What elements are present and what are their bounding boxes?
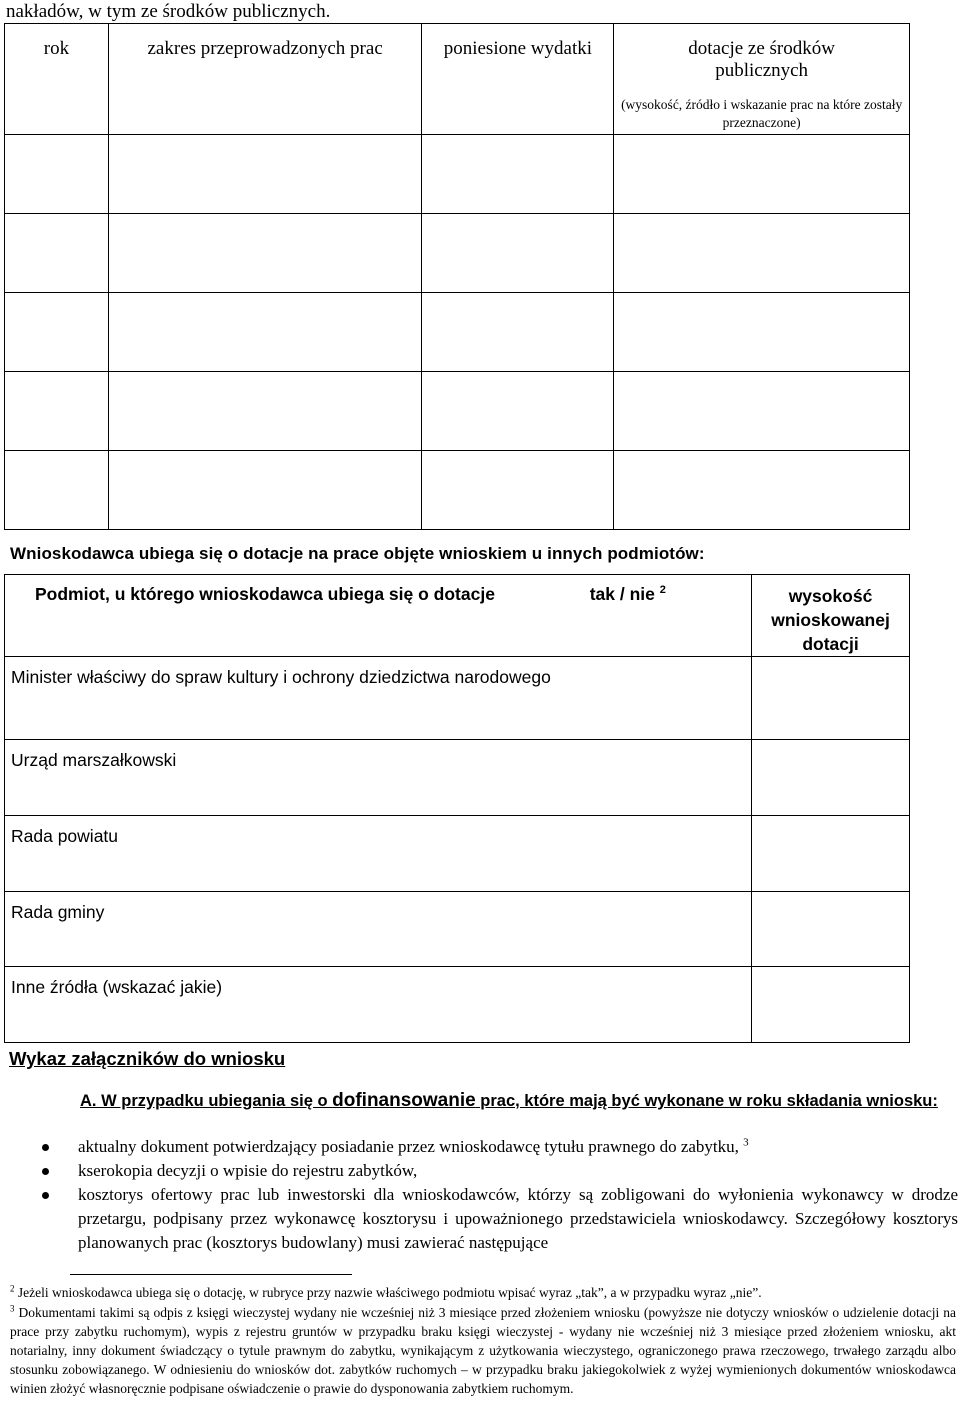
row-label: Minister właściwy do spraw kultury i ochrony dziedzictwa narodowego — [5, 657, 752, 740]
cell-input[interactable] — [614, 451, 910, 530]
row-label: Inne źródła (wskazać jakie) — [5, 967, 752, 1043]
funding-row — [5, 657, 910, 740]
cell-input[interactable] — [614, 135, 910, 214]
header-zakres: zakres przeprowadzonych prac — [108, 24, 422, 135]
cell-input[interactable] — [614, 293, 910, 372]
bullet-icon — [42, 1168, 49, 1175]
cell-input[interactable] — [422, 214, 614, 293]
expenses-row — [5, 372, 910, 451]
amount-input[interactable] — [752, 967, 910, 1043]
expenses-header-row — [5, 24, 910, 135]
bullet-icon — [42, 1144, 49, 1151]
expenses-row — [5, 293, 910, 372]
list-item: kserokopia decyzji o wpisie do rejestru zabytków, — [42, 1159, 958, 1183]
header-wysokosc: wysokość wnioskowanej dotacji — [752, 575, 910, 657]
attachments-list — [42, 1135, 958, 1255]
expenses-row — [5, 214, 910, 293]
row-label: Rada powiatu — [5, 816, 752, 892]
attachments-title: Wykaz załączników do wniosku — [9, 1048, 286, 1069]
cell-input[interactable] — [614, 214, 910, 293]
cell-input[interactable] — [5, 293, 109, 372]
funding-sources-table — [4, 574, 910, 1043]
cell-input[interactable] — [108, 451, 422, 530]
footnote-separator — [70, 1274, 352, 1275]
cell-input[interactable] — [108, 293, 422, 372]
row-label: Urząd marszałkowski — [5, 740, 752, 816]
amount-input[interactable] — [752, 740, 910, 816]
cell-input[interactable] — [422, 293, 614, 372]
header-tak-nie: tak / nie $^2$ — [570, 575, 752, 657]
cell-input[interactable] — [5, 214, 109, 293]
cell-input[interactable] — [108, 372, 422, 451]
expenses-table — [4, 23, 910, 530]
row-label: Rada gminy — [5, 892, 752, 967]
header-dotacje-title: dotacje ze środków publicznych — [688, 38, 835, 81]
cell-input[interactable] — [108, 135, 422, 214]
cell-input[interactable] — [5, 372, 109, 451]
cell-input[interactable] — [422, 135, 614, 214]
header-dotacje-sub: (wysokość, źródło i wskazanie prac na które zostały przeznaczone) — [621, 97, 903, 130]
amount-input[interactable] — [752, 892, 910, 967]
footnote-2: $^2$ Jeżeli wnioskodawca ubiega się o dotację, w rubryce przy nazwie właściwego podmiotu wpisać wyraz „tak”, a w przypadku wyraz „nie”. — [10, 1283, 762, 1300]
amount-input[interactable] — [752, 657, 910, 740]
header-rok: rok — [5, 24, 109, 135]
list-item: kosztorys ofertowy prac lub inwestorski dla wnioskodawców, którzy są zobligowani do wyłonienia wykonawcy w drodze przetargu, podpisany przez wykonawcę kosztorysu i upoważnionego przedstawiciela wnioskodawcy. Szczegółowy kosztorys planowanych prac (kosztorys budowlany) musi zawierać następujące — [42, 1183, 958, 1255]
bullet-icon — [42, 1192, 49, 1199]
cell-input[interactable] — [422, 372, 614, 451]
amount-input[interactable] — [752, 816, 910, 892]
footnote-3: $^3$ Dokumentami takimi są odpis z księgi wieczystej wydany nie wcześniej niż 3 miesiące przed złożeniem wniosku (powyższe nie dotyczy wniosków o udzielenie dotacji na prace przy zabytku ruchomym), wypis z rejestru gruntów w przypadku braku księgi wieczystej - wydany nie wcześniej niż 3 miesiące przed złożeniem wniosku, akt notarialny, inny dokument świadczący o tytule prawnym do zabytku, wynikającym z użytkowania wieczystego, ograniczonego prawa rzeczowego, trwałego zarządu albo stosunku zobowiązanego. W odniesieniu do wniosków dot. zabytków ruchomych – w przypadku braku jakiegokolwiek z wyżej wymienionych dokumentów wnioskodawca winien złożyć własnoręcznie podpisane oświadczenie o prawie do dysponowania zabytkiem ruchomym. — [10, 1303, 956, 1396]
other-funding-title: Wnioskodawca ubiega się o dotacje na prace objęte wnioskiem u innych podmiotów: — [10, 544, 705, 563]
cell-input[interactable] — [5, 135, 109, 214]
cell-input[interactable] — [5, 451, 109, 530]
expenses-row — [5, 451, 910, 530]
funding-row — [5, 892, 910, 967]
header-podmiot: Podmiot, u którego wnioskodawca ubiega się o dotacje — [5, 575, 570, 657]
top-line-text: nakładów, w tym ze środków publicznych. — [6, 1, 331, 22]
section-a-heading: A. W przypadku ubiegania się o dofinansowanie prac, które mają być wykonane w roku składania wniosku: — [80, 1090, 938, 1111]
cell-input[interactable] — [422, 451, 614, 530]
funding-row — [5, 967, 910, 1043]
expenses-row — [5, 135, 910, 214]
cell-input[interactable] — [614, 372, 910, 451]
header-poniesione: poniesione wydatki — [422, 24, 614, 135]
list-item: aktualny dokument potwierdzający posiadanie przez wnioskodawcę tytułu prawnego do zabytku, $^3$ — [42, 1135, 958, 1159]
funding-row — [5, 740, 910, 816]
cell-input[interactable] — [108, 214, 422, 293]
funding-header-row — [5, 575, 910, 657]
funding-row — [5, 816, 910, 892]
header-dotacje — [614, 24, 910, 135]
